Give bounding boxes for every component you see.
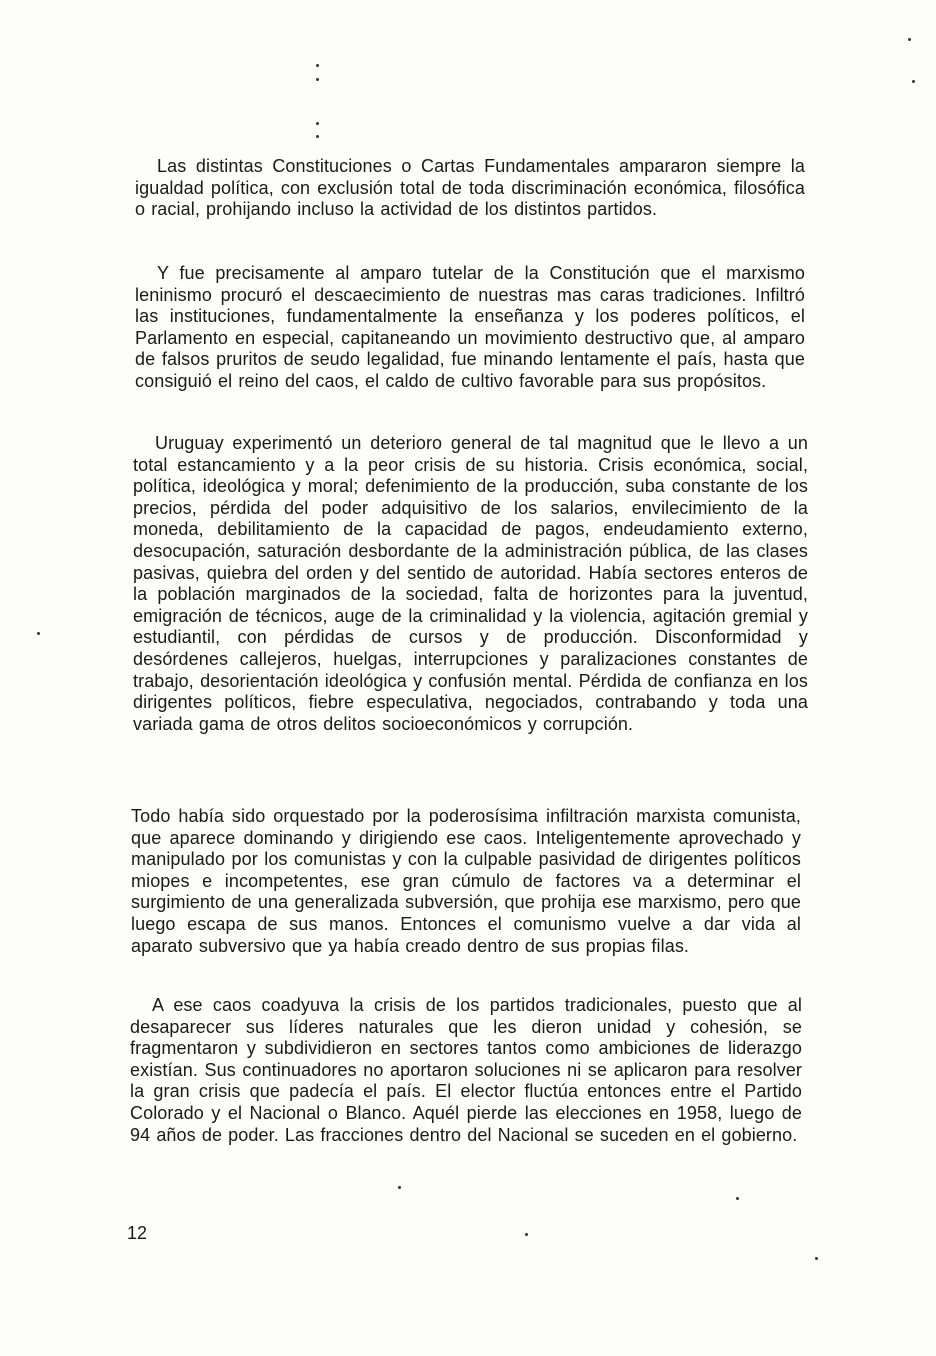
paragraph-4: Todo había sido orquestado por la poderosísima infiltración marxista comunista, que aparece dominando y dirigiendo ese caos. Inteligentemente aprovechado y manipulado por los comunistas y con la culpable pasividad de dirigentes políticos miopes e incompetentes, ese gran cúmulo de factores va a determinar el surgimiento de una generalizada subversión, que prohija ese marxismo, pero que luego escapa de sus manos. Entonces el comunismo vuelve a dar vida al aparato subversivo que ya había creado dentro de sus propias filas. bbox=[131, 806, 801, 956]
paragraph-5: A ese caos coadyuva la crisis de los partidos tradicionales, puesto que al desaparecer sus líderes naturales que les dieron unidad y cohesión, se fragmentaron y subdividieron en sectores tantos como ambiciones de liderazgo existían. Sus continuadores no aportaron soluciones ni se aplicaron para resolver la gran crisis que padecía el país. El elector fluctúa entonces entre el Partido Colorado y el Nacional o Blanco. Aquél pierde las elecciones en 1958, luego de 94 años de poder. Las fracciones dentro del Nacional se suceden en el gobierno. bbox=[130, 995, 802, 1145]
scan-speck bbox=[908, 38, 911, 41]
scan-speck bbox=[316, 64, 319, 67]
scan-speck bbox=[316, 78, 319, 81]
paragraph-3: Uruguay experimentó un deterioro general de tal magnitud que le llevo a un total estancamiento y a la peor crisis de su historia. Crisis económica, social, política, ideológica y moral; defenimiento de la producción, suba constante de los precios, pérdida del poder adquisitivo de los salarios, envilecimiento de la moneda, debilitamiento de la capacidad de pagos, endeudamiento externo, desocupación, saturación desbordante de la administración pública, de las clases pasivas, quiebra del orden y del sentido de autoridad. Había sectores enteros de la población marginados de la sociedad, falta de horizontes para la juventud, emigración de técnicos, auge de la criminalidad y la violencia, agitación gremial y estudiantil, con pérdidas de cursos y de producción. Disconformidad y desórdenes callejeros, huelgas, interrupciones y paralizaciones constantes de trabajo, desorientación ideológica y confusión mental. Pérdida de confianza en los dirigentes políticos, fiebre especulativa, negociados, contrabando y toda una variada gama de otros delitos socioeconómicos y corrupción. bbox=[133, 433, 808, 734]
scan-speck bbox=[316, 135, 319, 138]
scan-speck bbox=[398, 1186, 401, 1189]
page-number: 12 bbox=[127, 1223, 148, 1243]
scan-speck bbox=[37, 632, 40, 635]
scan-speck bbox=[912, 80, 915, 83]
paragraph-1: Las distintas Constituciones o Cartas Fundamentales ampararon siempre la igualdad política, con exclusión total de toda discriminación económica, filosófica o racial, prohijando incluso la actividad de los distintos partidos. bbox=[135, 156, 805, 220]
scan-speck bbox=[736, 1197, 739, 1200]
scan-speck bbox=[525, 1233, 528, 1236]
paragraph-2: Y fue precisamente al amparo tutelar de la Constitución que el marxismo leninismo procuró el descaecimiento de nuestras mas caras tradiciones. Infiltró las instituciones, fundamentalmente la enseñanza y los poderes políticos, el Parlamento en especial, capitaneando un movimiento destructivo que, al amparo de falsos pruritos de seudo legalidad, fue minando lentamente el país, hasta que consiguió el reino del caos, el caldo de cultivo favorable para sus propósitos. bbox=[135, 263, 805, 391]
scan-speck bbox=[316, 122, 319, 125]
scan-speck bbox=[815, 1257, 818, 1260]
